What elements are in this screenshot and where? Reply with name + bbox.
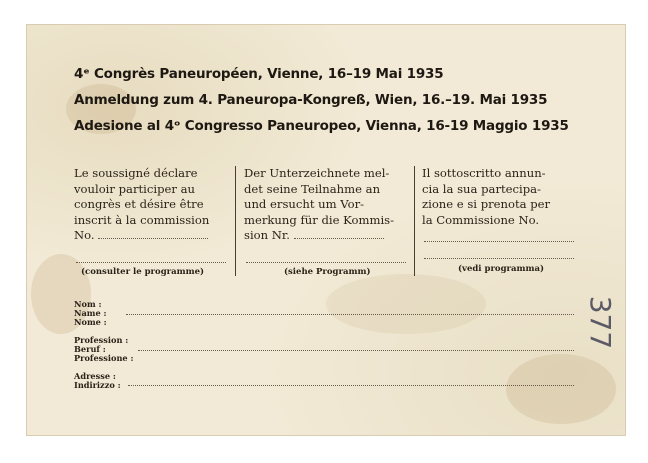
heading-italian: Adesione al 4ᵒ Congresso Paneuropeo, Vienna, 16-19 Maggio 1935 bbox=[74, 118, 569, 134]
commission-line[interactable] bbox=[246, 262, 406, 263]
column-line: und ersucht um Vor- bbox=[244, 197, 365, 211]
column-italian bbox=[422, 166, 580, 228]
column-line: det seine Teilnahme an bbox=[244, 181, 381, 196]
heading-german: Anmeldung zum 4. Paneuropa-Kongreß, Wien, 16.–19. Mai 1935 bbox=[74, 92, 548, 108]
label-nom: Nom : bbox=[74, 299, 102, 309]
column-line: congrès et désire être bbox=[74, 197, 204, 211]
label-beruf: Beruf : bbox=[74, 344, 106, 354]
column-divider bbox=[235, 166, 236, 276]
caption-french: (consulter le programme) bbox=[81, 267, 205, 277]
column-line: Der Unterzeichnete mel- bbox=[244, 166, 390, 180]
column-line: inscrit à la commission bbox=[74, 212, 210, 227]
registration-card bbox=[26, 24, 626, 436]
column-german bbox=[244, 166, 404, 244]
commission-line[interactable] bbox=[424, 241, 574, 242]
commission-line[interactable] bbox=[76, 262, 226, 263]
profession-field[interactable] bbox=[138, 350, 574, 351]
label-name: Name : bbox=[74, 308, 107, 318]
address-field[interactable] bbox=[128, 385, 574, 386]
column-line: vouloir participer au bbox=[74, 181, 195, 196]
column-line: Le soussigné déclare bbox=[74, 166, 198, 180]
label-professione: Professione : bbox=[74, 353, 134, 363]
column-line: merkung für die Kommis- bbox=[244, 212, 395, 227]
column-french bbox=[74, 166, 224, 244]
column-line: Il sottoscritto annun- bbox=[422, 166, 546, 180]
commission-line[interactable] bbox=[424, 258, 574, 259]
column-line: zione e si prenota per bbox=[422, 197, 551, 211]
column-line: No. bbox=[74, 228, 224, 244]
label-adresse: Adresse : bbox=[74, 371, 116, 381]
column-line: cia la sua partecipa- bbox=[422, 181, 541, 196]
label-indirizzo: Indirizzo : bbox=[74, 380, 121, 390]
label-profession: Profession : bbox=[74, 335, 129, 345]
label-nome: Nome : bbox=[74, 317, 107, 327]
name-field[interactable] bbox=[126, 314, 574, 315]
column-divider bbox=[414, 166, 415, 276]
caption-german: (siehe Programm) bbox=[284, 267, 371, 277]
column-line: la Commissione No. bbox=[422, 212, 540, 227]
caption-italian: (vedi programma) bbox=[458, 264, 545, 274]
column-line: sion Nr. bbox=[244, 228, 404, 244]
heading-french: 4ᵉ Congrès Paneuropéen, Vienne, 16–19 Mai 1935 bbox=[74, 66, 444, 82]
handwritten-number: 377 bbox=[584, 295, 618, 350]
